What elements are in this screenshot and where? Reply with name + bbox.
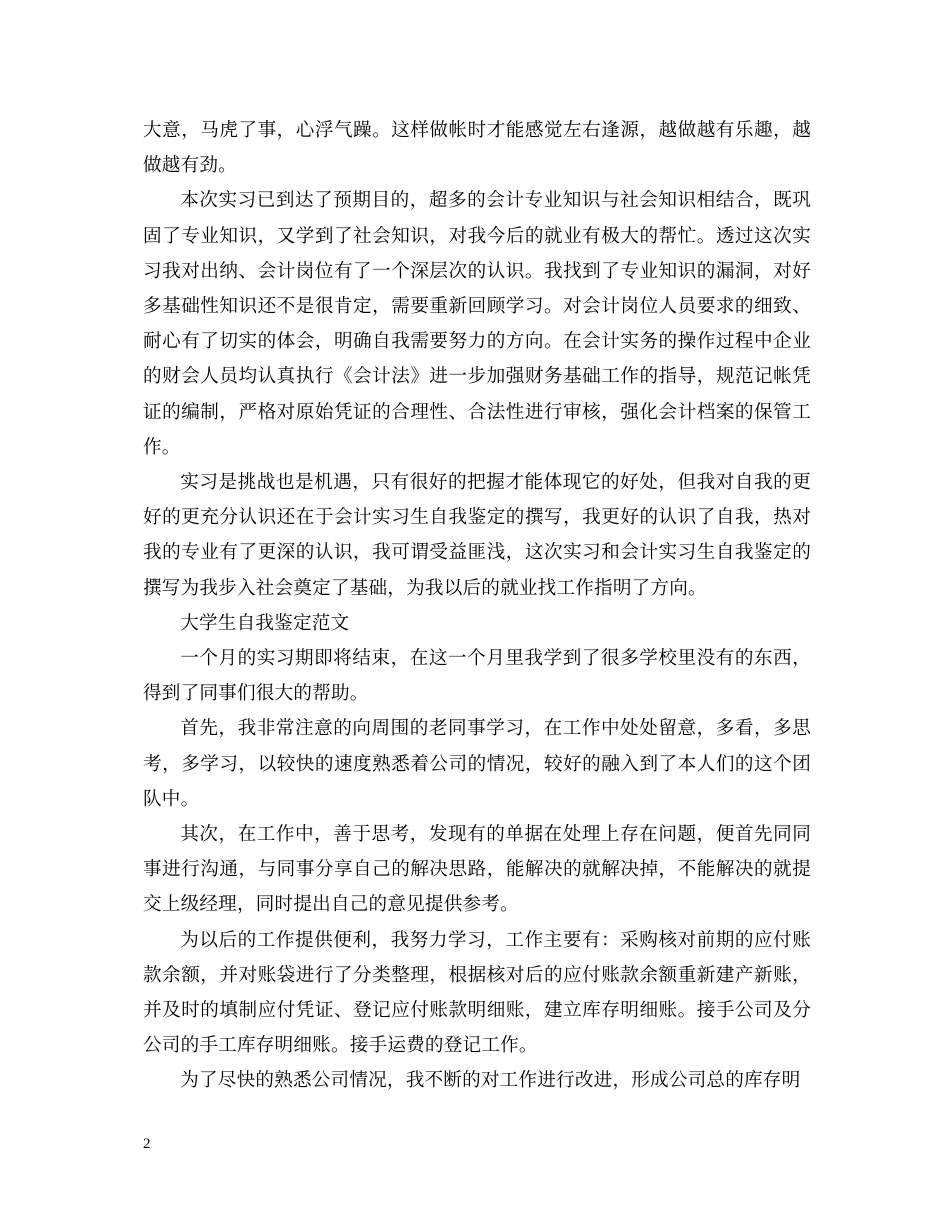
section-heading: 大学生自我鉴定范文	[180, 612, 350, 634]
paragraph-first: 首先，我非常注意的向周围的老同事学习，在工作中处处留意，多看，多思考，多学习，以较快的速度熟悉着公司的情况，较好的融入到了本人们的这个团队中。	[143, 718, 811, 810]
paragraph-internship-goals: 本次实习已到达了预期目的，超多的会计专业知识与社会知识相结合，既巩固了专业知识，又学到了社会知识，对我今后的就业有极大的帮忙。透过这次实习我对出纳、会计岗位有了一个深层次的认识。我找到了专业知识的漏洞，对好多基础性知识还不是很肯定，需要重新回顾学习。对会计岗位人员要求的细致、耐心有了切实的体会，明确自我需要努力的方向。在会计实务的操作过程中企业的财会人员均认真执行《会计法》进一步加强财务基础工作的指导，规范记帐凭证的编制，严格对原始凭证的合理性、合法性进行审核，强化会计档案的保管工作。	[143, 190, 811, 458]
paragraph-improvement: 为了尽快的熟悉公司情况，我不断的对工作进行改进，形成公司总的库存明	[180, 1070, 801, 1092]
document-body	[143, 113, 811, 1099]
paragraph-continuation: 大意，马虎了事，心浮气躁。这样做帐时才能感觉左右逢源，越做越有乐趣，越做越有劲。	[143, 120, 811, 177]
page-number: 2	[143, 1136, 151, 1152]
paragraph-second: 其次，在工作中，善于思考，发现有的单据在处理上存在问题，便首先同同事进行沟通，与同事分享自己的解决思路，能解决的就解决掉，不能解决的就提交上级经理，同时提出自己的意见提供参考。	[143, 824, 811, 916]
paragraph-work-duties: 为以后的工作提供便利，我努力学习，工作主要有：采购核对前期的应付账款余额，并对账袋进行了分类整理，根据核对后的应付账款余额重新建产新账，并及时的填制应付凭证、登记应付账款明细账，建立库存明细账。接手公司及分公司的手工库存明细账。接手运费的登记工作。	[143, 929, 811, 1057]
paragraph-challenge-opportunity: 实习是挑战也是机遇，只有很好的把握才能体现它的好处，但我对自我的更好的更充分认识还在于会计实习生自我鉴定的撰写，我更好的认识了自我，热对我的专业有了更深的认识，我可谓受益匪浅，这次实习和会计实习生自我鉴定的撰写为我步入社会奠定了基础，为我以后的就业找工作指明了方向。	[143, 472, 811, 599]
paragraph-one-month: 一个月的实习期即将结束，在这一个月里我学到了很多学校里没有的东西，得到了同事们很大的帮助。	[143, 648, 811, 705]
